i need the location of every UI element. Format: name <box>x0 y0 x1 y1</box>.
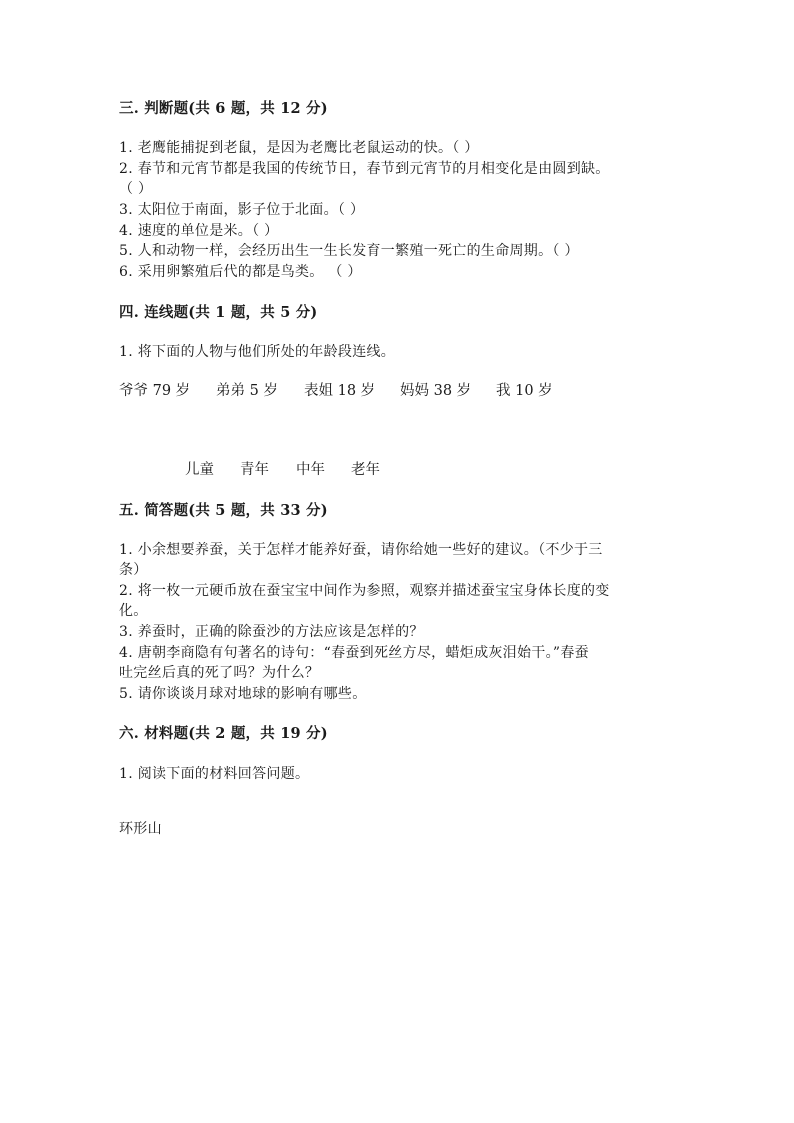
material-question-1: 1. 阅读下面的材料回答问题。 <box>119 766 310 782</box>
person-mother: 妈妈 38 岁 <box>400 383 472 399</box>
judgment-question-3: 3. 太阳位于南面，影子位于北面。（ ） <box>119 202 365 218</box>
short-answer-4-cont: 吐完丝后真的死了吗？为什么？ <box>119 665 320 681</box>
person-cousin: 表姐 18 岁 <box>304 383 376 399</box>
short-answer-4: 4. 唐朝李商隐有句著名的诗句：“春蚕到死丝方尽，蜡炬成灰泪始干。”春蚕 <box>119 645 589 661</box>
person-me: 我 10 岁 <box>496 383 553 399</box>
section-5-heading: 五. 简答题(共 5 题，共 33 分) <box>119 502 328 519</box>
judgment-question-6: 6. 采用卵繁殖后代的都是鸟类。 （ ） <box>119 264 362 280</box>
short-answer-1: 1. 小余想要养蚕，关于怎样才能养好蚕，请你给她一些好的建议。（不少于三 <box>119 542 603 558</box>
judgment-question-2: 2. 春节和元宵节都是我国的传统节日，春节到元宵节的月相变化是由圆到缺。 <box>119 161 610 177</box>
short-answer-3: 3. 养蚕时，正确的除蚕沙的方法应该是怎样的？ <box>119 624 424 640</box>
stage-youth: 青年 <box>240 462 269 478</box>
section-4-heading: 四. 连线题(共 1 题，共 5 分) <box>119 304 318 321</box>
material-title: 环形山 <box>119 821 162 837</box>
stage-old-age: 老年 <box>351 462 380 478</box>
person-grandpa: 爷爷 79 岁 <box>119 383 191 399</box>
judgment-question-2-blank: （ ） <box>119 181 153 197</box>
short-answer-2: 2. 将一枚一元硬币放在蚕宝宝中间作为参照，观察并描述蚕宝宝身体长度的变 <box>119 583 610 599</box>
section-3-heading: 三. 判断题(共 6 题，共 12 分) <box>119 100 328 117</box>
stage-childhood: 儿童 <box>185 462 214 478</box>
person-younger-brother: 弟弟 5 岁 <box>216 383 278 399</box>
matching-question-1: 1. 将下面的人物与他们所处的年龄段连线。 <box>119 344 396 360</box>
short-answer-1-cont: 条） <box>119 562 148 578</box>
stage-middle-age: 中年 <box>296 462 325 478</box>
short-answer-2-cont: 化。 <box>119 603 148 619</box>
section-6-heading: 六. 材料题(共 2 题，共 19 分) <box>119 725 328 742</box>
judgment-question-4: 4. 速度的单位是米。（ ） <box>119 223 279 239</box>
short-answer-5: 5. 请你谈谈月球对地球的影响有哪些。 <box>119 686 367 702</box>
judgment-question-1: 1. 老鹰能捕捉到老鼠，是因为老鹰比老鼠运动的快。（ ） <box>119 140 479 156</box>
judgment-question-5: 5. 人和动物一样，会经历出生一生长发育一繁殖一死亡的生命周期。（ ） <box>119 243 579 259</box>
